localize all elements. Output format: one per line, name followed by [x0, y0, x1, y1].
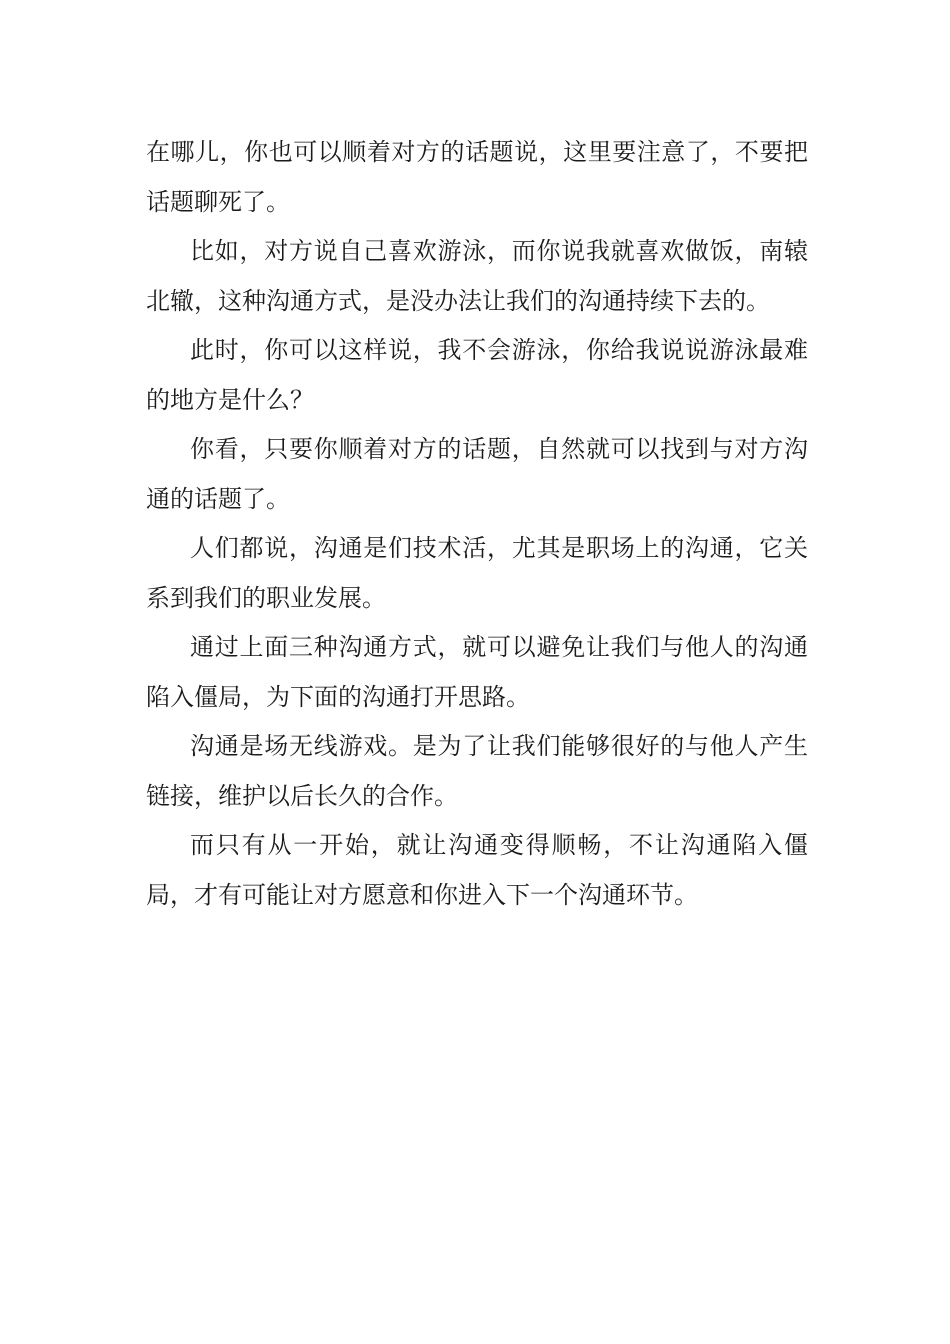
- document-body: [146, 128, 808, 920]
- paragraph-3: 此时，你可以这样说，我不会游泳，你给我说说游泳最难的地方是什么？: [146, 336, 808, 414]
- paragraph-5: 人们都说，沟通是们技术活，尤其是职场上的沟通，它关系到我们的职业发展。: [146, 534, 808, 612]
- paragraph-4: 你看，只要你顺着对方的话题，自然就可以找到与对方沟通的话题了。: [146, 435, 808, 513]
- paragraph-7: 沟通是场无线游戏。是为了让我们能够很好的与他人产生链接，维护以后长久的合作。: [146, 732, 808, 810]
- paragraph-2: 比如，对方说自己喜欢游泳，而你说我就喜欢做饭，南辕北辙，这种沟通方式，是没办法让我们的沟通持续下去的。: [146, 237, 808, 315]
- paragraph-1: 在哪儿，你也可以顺着对方的话题说，这里要注意了，不要把话题聊死了。: [146, 138, 808, 216]
- paragraph-6: 通过上面三种沟通方式，就可以避免让我们与他人的沟通陷入僵局，为下面的沟通打开思路。: [146, 633, 808, 711]
- paragraph-8: 而只有从一开始，就让沟通变得顺畅，不让沟通陷入僵局，才有可能让对方愿意和你进入下一个沟通环节。: [146, 831, 808, 909]
